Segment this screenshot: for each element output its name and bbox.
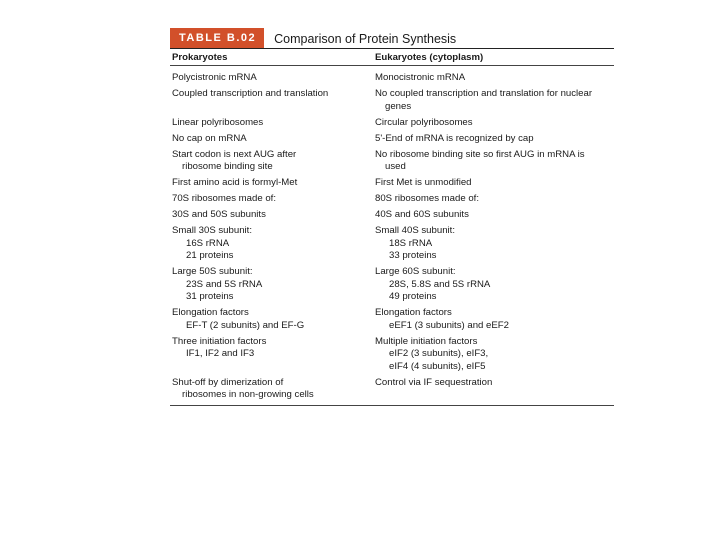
cell-line: eIF2 (3 subunits), eIF3, (389, 348, 489, 359)
table-body (170, 66, 614, 402)
column-header-eukaryotes: Eukaryotes (cytoplasm) (375, 52, 484, 63)
prokaryote-cell (170, 377, 375, 402)
cell-line: 16S rRNA (186, 237, 230, 249)
cell-line: eIF4 (4 subunits), eIF5 (389, 360, 486, 372)
cell-line: ribosome binding site (182, 161, 273, 172)
table-row (170, 266, 614, 304)
cell-line: 18S rRNA (389, 237, 433, 249)
prokaryote-cell (170, 149, 375, 174)
eukaryote-cell (375, 377, 614, 402)
table-row (170, 336, 614, 374)
eukaryote-cell (375, 133, 614, 146)
eukaryote-cell (375, 307, 614, 332)
table-row (170, 193, 614, 206)
cell-line: 31 proteins (186, 291, 234, 302)
cell-line: Multiple initiation factors (375, 335, 478, 347)
table-row (170, 377, 614, 402)
column-header-row (170, 50, 614, 66)
cell-line: Large 60S subunit: (375, 266, 456, 277)
eukaryote-cell (375, 266, 614, 304)
cell-line: eEF1 (3 subunits) and eEF2 (389, 319, 509, 331)
eukaryote-cell (375, 225, 614, 263)
cell-line: First Met is unmodified (375, 177, 472, 188)
prokaryote-cell (170, 193, 375, 206)
eukaryote-cell (375, 117, 614, 130)
cell-line: Small 40S subunit: (375, 225, 455, 236)
cell-line: Elongation factors (172, 307, 249, 318)
cell-line: No ribosome binding site so first AUG in mRNA is (375, 148, 585, 160)
cell-line: 21 proteins (186, 250, 234, 261)
eukaryote-cell (375, 88, 614, 113)
table-row (170, 117, 614, 130)
prokaryote-cell (170, 133, 375, 146)
cell-line: 80S ribosomes made of: (375, 193, 479, 204)
cell-line: 28S, 5.8S and 5S rRNA (389, 278, 491, 290)
table-row (170, 177, 614, 190)
prokaryote-cell (170, 266, 375, 304)
cell-line: 40S and 60S subunits (375, 209, 469, 220)
cell-line: Three initiation factors (172, 335, 267, 347)
prokaryote-cell (170, 72, 375, 85)
cell-line: Start codon is next AUG after (172, 148, 297, 160)
prokaryote-cell (170, 225, 375, 263)
eukaryote-cell (375, 72, 614, 85)
cell-line: 49 proteins (389, 291, 437, 302)
table-row (170, 88, 614, 113)
eukaryote-cell (375, 336, 614, 374)
cell-line: used (385, 161, 406, 172)
table-title: Comparison of Protein Synthesis (274, 32, 457, 46)
cell-line: Monocistronic mRNA (375, 72, 466, 83)
cell-line: Small 30S subunit: (172, 225, 252, 236)
cell-line: Elongation factors (375, 307, 452, 318)
prokaryote-cell (170, 209, 375, 222)
table-row (170, 72, 614, 85)
eukaryote-cell (375, 149, 614, 174)
eukaryote-cell (375, 193, 614, 206)
cell-line: Circular polyribosomes (375, 116, 473, 128)
table-row (170, 133, 614, 146)
cell-line: Large 50S subunit: (172, 266, 253, 277)
prokaryote-cell (170, 336, 375, 374)
cell-line: 5'-End of mRNA is recognized by cap (375, 132, 534, 144)
cell-line: 23S and 5S rRNA (186, 278, 263, 290)
protein-synthesis-table (170, 27, 614, 406)
prokaryote-cell (170, 88, 375, 113)
cell-line: 70S ribosomes made of: (172, 193, 276, 204)
cell-line: Coupled transcription and translation (172, 88, 329, 99)
eukaryote-cell (375, 209, 614, 222)
table-row (170, 307, 614, 332)
table-row (170, 149, 614, 174)
cell-line: First amino acid is formyl-Met (172, 177, 298, 188)
cell-line: Polycistronic mRNA (172, 72, 257, 83)
cell-line: genes (385, 100, 412, 112)
eukaryote-cell (375, 177, 614, 190)
cell-line: Linear polyribosomes (172, 116, 264, 128)
cell-line: IF1, IF2 and IF3 (186, 348, 255, 359)
table-bottom-rule (170, 405, 614, 406)
table-header (170, 27, 614, 49)
column-header-prokaryotes: Prokaryotes (172, 52, 228, 63)
prokaryote-cell (170, 117, 375, 130)
cell-line: EF-T (2 subunits) and EF-G (186, 319, 305, 331)
cell-line: No coupled transcription and translation for nuclear (375, 88, 593, 99)
cell-line: Shut-off by dimerization of (172, 376, 284, 388)
table-row (170, 225, 614, 263)
cell-line: 33 proteins (389, 250, 437, 261)
cell-line: ribosomes in non-growing cells (182, 389, 314, 400)
prokaryote-cell (170, 307, 375, 332)
table-row (170, 209, 614, 222)
cell-line: No cap on mRNA (172, 132, 247, 144)
table-number-badge: TABLE B.02 (170, 28, 264, 48)
cell-line: Control via IF sequestration (375, 376, 493, 388)
cell-line: 30S and 50S subunits (172, 209, 266, 220)
prokaryote-cell (170, 177, 375, 190)
